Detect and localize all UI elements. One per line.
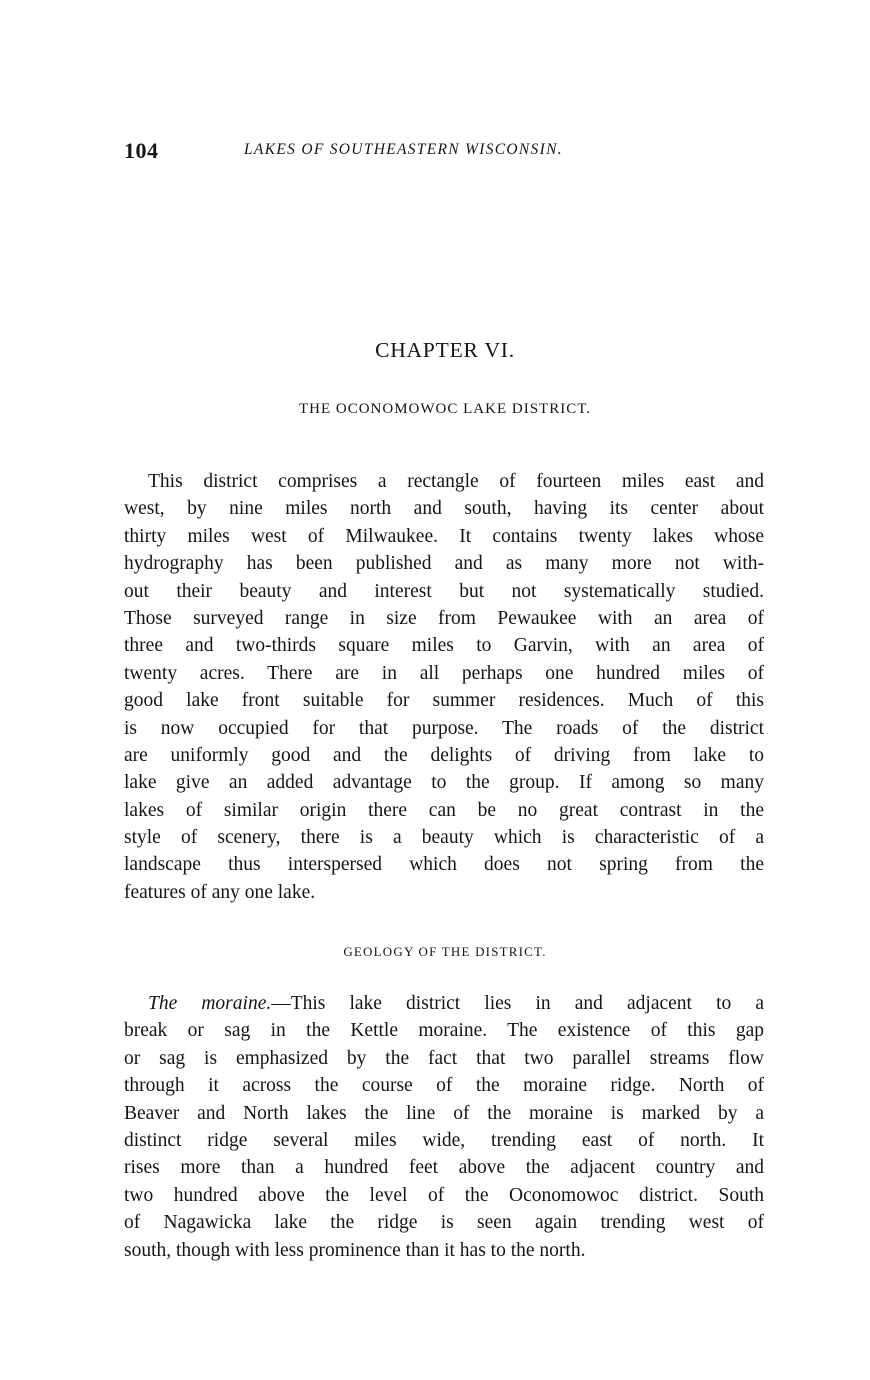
text-line: distinct ridge several miles wide, trending east of north. It — [124, 1129, 764, 1151]
chapter-title: THE OCONOMOWOC LAKE DISTRICT. — [298, 401, 592, 417]
first-line-text: —This lake district lies in and adjacent to a — [271, 993, 764, 1014]
text-line: twenty acres. There are in all perhaps one hundred miles of — [124, 662, 764, 684]
text-line: west, by nine miles north and south, having its center about — [124, 498, 764, 520]
paragraph-moraine — [124, 990, 764, 1264]
text-line: thirty miles west of Milwaukee. It contains twenty lakes whose — [124, 525, 764, 547]
text-line: features of any one lake. — [124, 881, 316, 903]
text-line: rises more than a hundred feet above the adjacent country and — [124, 1157, 764, 1179]
text-line: are uniformly good and the delights of driving from lake to — [124, 744, 764, 766]
text-line: three and two-thirds square miles to Garvin, with an area of — [124, 635, 764, 657]
running-head — [124, 138, 664, 164]
paragraph-district-description — [124, 468, 764, 906]
text-line: is now occupied for that purpose. The roads of the district — [124, 717, 764, 739]
text-line: south, though with less prominence than it has to the north. — [124, 1239, 586, 1261]
section-heading: GEOLOGY OF THE DISTRICT. — [343, 944, 547, 959]
text-line: Beaver and North lakes the line of the moraine is marked by a — [124, 1102, 764, 1124]
text-line: through it across the course of the moraine ridge. North of — [124, 1075, 764, 1097]
chapter-heading: CHAPTER VI. — [375, 338, 515, 362]
text-line: Those surveyed range in size from Pewaukee with an area of — [124, 607, 764, 629]
text-line: of Nagawicka lake the ridge is seen again trending west of — [124, 1212, 764, 1234]
paragraph-lead-in: The moraine. — [148, 993, 272, 1014]
text-line: lakes of similar origin there can be no great contrast in the — [124, 799, 764, 821]
running-title: LAKES OF SOUTHEASTERN WISCONSIN. — [244, 141, 563, 158]
text-line: out their beauty and interest but not systematically studied. — [124, 580, 764, 602]
text-line: two hundred above the level of the Oconomowoc district. South — [124, 1184, 764, 1206]
text-line: style of scenery, there is a beauty which is characteristic of a — [124, 827, 764, 849]
text-line: hydrography has been published and as many more not with- — [124, 553, 764, 575]
text-line: or sag is emphasized by the fact that two parallel streams flow — [124, 1047, 764, 1069]
text-line — [124, 990, 764, 1017]
text-line: This district comprises a rectangle of fourteen miles east and — [148, 471, 764, 492]
text-line: good lake front suitable for summer residences. Much of this — [124, 690, 764, 712]
page-number: 104 — [124, 138, 159, 163]
text-line: break or sag in the Kettle moraine. The existence of this gap — [124, 1020, 764, 1042]
text-line: lake give an added advantage to the group. If among so many — [124, 772, 764, 794]
text-line: landscape thus interspersed which does not spring from the — [124, 854, 764, 876]
